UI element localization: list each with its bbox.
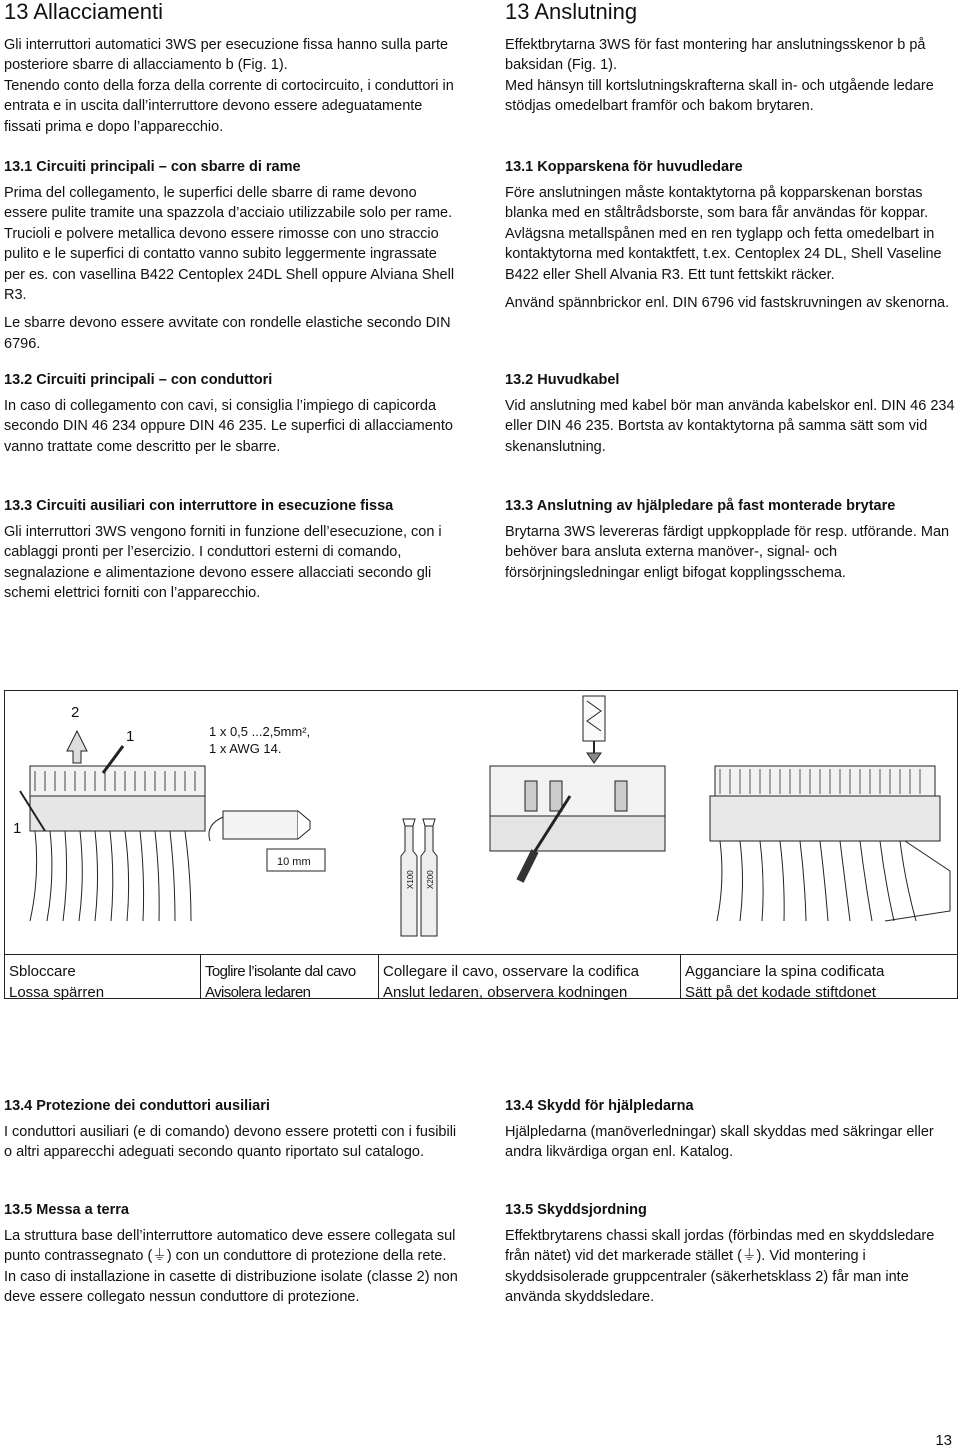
paragraph: Vid anslutning med kabel bör man använda kabelskor enl. DIN 46 234 eller DIN 46 235. Bortsta av kontaktytorna på samma sätt som vid skenanslutning.	[505, 398, 955, 455]
figure-label: 2	[71, 704, 80, 721]
subsection-heading	[505, 1200, 959, 1221]
caption-italian: Collegare il cavo, osservare la codifica	[383, 963, 639, 980]
paragraph: I conduttori ausiliari (e di comando) devono essere protetti con i fusibili o altri apparecchi adeguati secondo quanto riportato sul catalogo.	[4, 1124, 457, 1161]
caption-connect	[378, 955, 680, 999]
section-13-1-it	[4, 157, 458, 362]
caption-italian: Toglire l’isolante dal cavo	[205, 963, 356, 980]
unlock-illustration	[20, 731, 205, 921]
subsection-number: 13.3	[505, 498, 534, 514]
subsection-title: Skyddsjordning	[533, 1202, 647, 1218]
paragraph: Prima del collegamento, le superfici delle sbarre di rame devono essere pulite tramite una spazzola d’acciaio utilizzabile solo per rame. Trucioli e polvere metallica devono essere rimosse con uno straccio pulito e le superfici di contatto vanno subito leggermente ingrassate per es. con vasellina B422 Centoplex 24DL Shell oppure Alviana Shell R3.	[4, 185, 455, 304]
caption-swedish: Anslut ledaren, observera kodningen	[383, 984, 628, 1001]
subsection-title: Protezione dei conduttori ausiliari	[32, 1098, 270, 1114]
paragraph: Gli interruttori 3WS vengono forniti in funzione dell’esecuzione, con i cablaggi pronti per l’esercizio. I conduttori esterni di comando, segnalazione e alimentazione devono essere allacciati secondo gli schemi elettrici forniti con l’apparecchio.	[4, 524, 442, 602]
paragraph: La struttura base dell’interruttore automatico deve essere collegata sul punto contrassegnato (⏚) con un conduttore di protezione della rete. In caso di installazione in casette di distribuzione isolate (classe 2) non deve essere collegato nessun conduttore di protezione.	[4, 1228, 458, 1306]
subsection-title: Huvudkabel	[533, 372, 620, 388]
pin-label-x200: X200	[426, 870, 435, 889]
intro-paragraph: Med hänsyn till kortslutningskrafterna skall in- och utgående ledare stödjas omedelbart framför och bakom brytaren.	[505, 77, 934, 115]
section-13-5-it	[4, 1200, 458, 1316]
paragraph: Le sbarre devono essere avvitate con rondelle elastiche secondo DIN 6796.	[4, 315, 451, 352]
wire-spec-label: 1 x 0,5 ...2,5mm²,	[209, 724, 311, 739]
paragraph: Brytarna 3WS levereras färdigt uppkopplade för resp. utförande. Man behöver bara ansluta externa manöver-, signal- och försörjningsledningar enligt bifogat kopplingsschema.	[505, 524, 950, 581]
paragraph: In caso di collegamento con cavi, si consiglia l’impiego di capicorda secondo DIN 46 234 oppure DIN 46 235. Le superfici di allacciamento vanno trattate come descritto per le sbarre.	[4, 398, 453, 455]
subsection-title: Circuiti ausiliari con interruttore in esecuzione fissa	[32, 498, 394, 514]
paragraph: Använd spännbrickor enl. DIN 6796 vid fastskruvningen av skenorna.	[505, 295, 950, 312]
section-13-2-sv	[505, 370, 959, 465]
subsection-title: Anslutning av hjälpledare på fast monterade brytare	[533, 498, 896, 514]
subsection-number: 13.3	[4, 498, 33, 514]
subsection-number: 13.1	[4, 159, 33, 175]
subsection-heading	[505, 496, 959, 517]
subsection-title: Circuiti principali – con conduttori	[32, 372, 273, 388]
intro-sv	[505, 35, 959, 125]
caption-italian: Agganciare la spina codificata	[685, 963, 885, 980]
section-title-sv: 13 Anslutning	[505, 0, 638, 24]
paragraph: Före anslutningen måste kontaktytorna på kopparskenan borstas blanka med en ståltrådsborste, som bara får användas för koppar. Avlägsna metallspånen med en ren tyglapp och fetta omedelbart in kontaktytorna med kontaktfett, t.ex. Centoplex 24 DL, Shell Vaseline B422 eller Shell Alvania R3. Ett tunt fettskikt räcker.	[505, 185, 942, 283]
wire-spec-label: 1 x AWG 14.	[209, 741, 282, 756]
pin-label-x100: X100	[406, 870, 415, 889]
subsection-title: Kopparskena för huvudledare	[533, 159, 743, 175]
subsection-number: 13.4	[505, 1098, 534, 1114]
figure-captions	[4, 955, 958, 999]
subsection-number: 13.2	[4, 372, 33, 388]
subsection-heading	[4, 1096, 458, 1117]
subsection-number: 13.4	[4, 1098, 33, 1114]
subsection-number: 13.1	[505, 159, 534, 175]
caption-strip	[200, 955, 378, 999]
subsection-heading	[4, 157, 458, 178]
section-13-2-it	[4, 370, 458, 465]
subsection-number: 13.5	[4, 1202, 33, 1218]
paragraph: Effektbrytarens chassi skall jordas (förbindas med en skyddsledare från nätet) vid det markerade stället (⏚). Vid montering i skyddsisolerade gruppcentraler (säkerhetsklass 2) får man inte använda skyddsledare.	[505, 1228, 935, 1306]
section-13-3-sv	[505, 496, 959, 591]
caption-swedish: Lossa spärren	[9, 984, 105, 1001]
caption-plug	[680, 955, 958, 999]
connection-figure	[4, 690, 958, 955]
subsection-title: Messa a terra	[32, 1202, 129, 1218]
strip-length-label: 10 mm	[277, 856, 311, 868]
subsection-title: Circuiti principali – con sbarre di rame	[32, 159, 301, 175]
figure-label: 1	[13, 820, 22, 837]
intro-it	[4, 35, 458, 145]
intro-paragraph: Tenendo conto della forza della corrente di cortocircuito, i conduttori in entrata e in uscita dall’interruttore devono essere adeguatamente fissati prima e dopo l’apparecchio.	[4, 77, 454, 135]
paragraph: Hjälpledarna (manöverledningar) skall skyddas med säkringar eller andra likvärdiga organ enl. Katalog.	[505, 1124, 934, 1161]
caption-swedish: Avisolera ledaren	[205, 984, 311, 1001]
figure-label: 1	[126, 728, 135, 745]
intro-paragraph: Gli interruttori automatici 3WS per esecuzione fissa hanno sulla parte posteriore sbarre di allacciamento b (Fig. 1).	[4, 37, 449, 74]
screwdriver-terminal-illustration	[490, 696, 665, 911]
section-13-5-sv	[505, 1200, 959, 1316]
subsection-title: Skydd för hjälpledarna	[533, 1098, 694, 1114]
section-13-3-it	[4, 496, 458, 612]
caption-swedish: Sätt på det kodade stiftdonet	[685, 984, 876, 1001]
subsection-heading	[4, 370, 458, 391]
subsection-heading	[505, 1096, 959, 1117]
subsection-number: 13.2	[505, 372, 534, 388]
subsection-heading	[4, 496, 458, 517]
page-number: 13	[935, 1432, 952, 1449]
subsection-heading	[505, 157, 959, 178]
figure-drawing	[5, 691, 957, 954]
section-13-1-sv	[505, 157, 959, 321]
subsection-heading	[505, 370, 959, 391]
plug-mounting-illustration	[710, 766, 950, 921]
section-13-4-it	[4, 1096, 458, 1171]
section-title-it: 13 Allacciamenti	[4, 0, 163, 24]
subsection-number: 13.5	[505, 1202, 534, 1218]
section-13-4-sv	[505, 1096, 959, 1171]
intro-paragraph: Effektbrytarna 3WS för fast montering har anslutningsskenor b på baksidan (Fig. 1).	[505, 37, 926, 74]
caption-italian: Sbloccare	[9, 963, 76, 980]
subsection-heading	[4, 1200, 458, 1221]
caption-unlock	[4, 955, 200, 999]
